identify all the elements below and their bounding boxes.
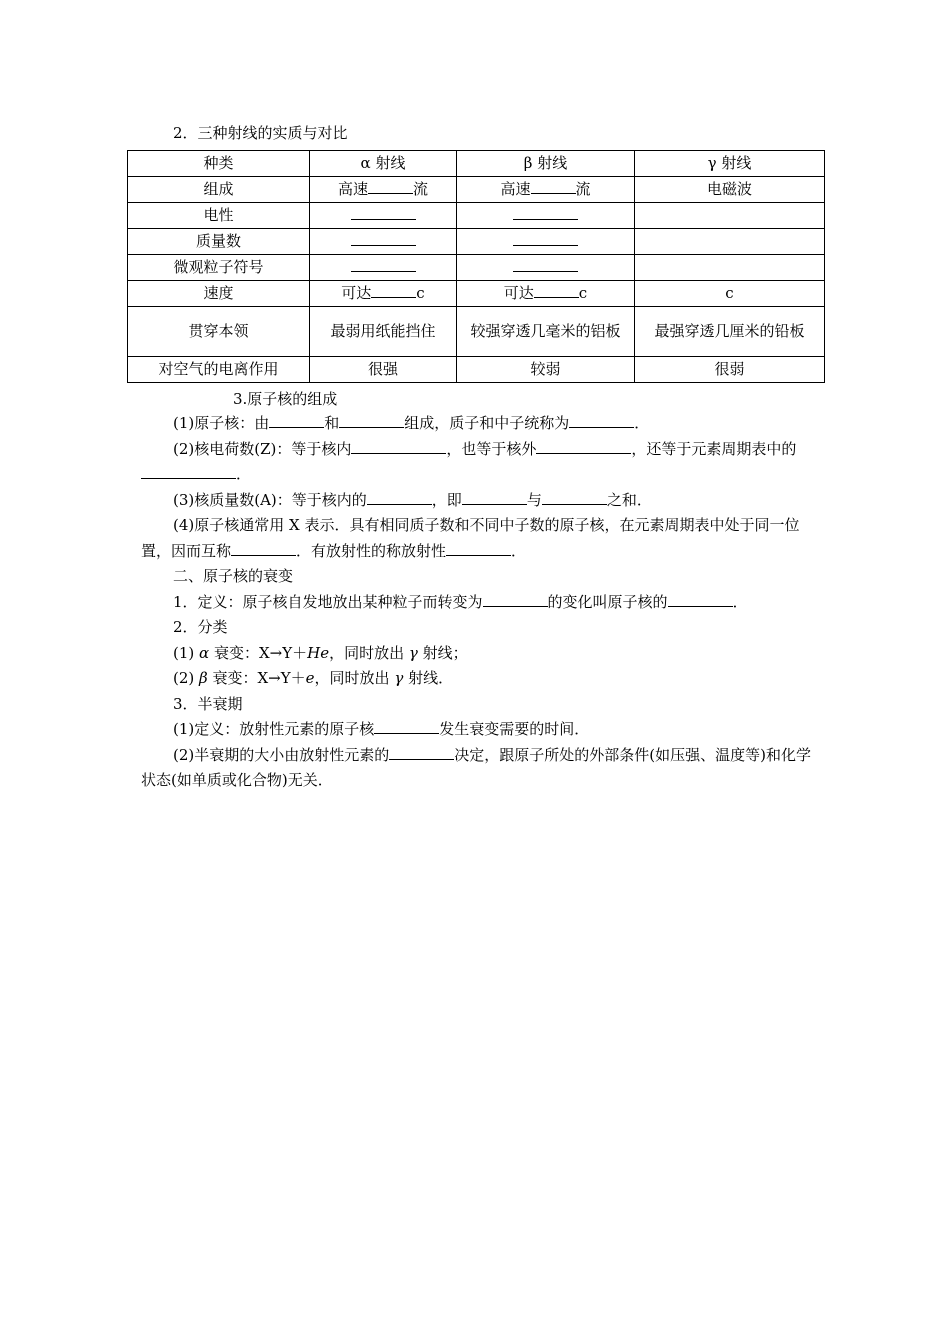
fill-blank — [374, 720, 439, 734]
row-label: 速度 — [128, 281, 310, 307]
fill-blank — [542, 491, 607, 505]
greek-symbol: α — [199, 643, 210, 662]
fill-blank — [368, 180, 413, 194]
text: ，同时放出 — [314, 669, 390, 687]
section-heading: 二、原子核的衰变 — [173, 567, 294, 585]
table-cell: c — [635, 281, 825, 307]
fill-blank — [269, 414, 324, 428]
header-cell: 种类 — [128, 151, 310, 177]
header-cell: γ 射线 — [635, 151, 825, 177]
fill-blank — [536, 440, 631, 454]
cell-text: c — [416, 284, 425, 302]
paragraph — [141, 437, 811, 488]
fill-blank — [351, 206, 416, 220]
fill-blank — [446, 542, 511, 556]
table-cell — [310, 177, 457, 203]
text: 发生衰变需要的时间． — [439, 720, 590, 738]
table-cell: 电磁波 — [635, 177, 825, 203]
table-row — [128, 203, 825, 229]
paragraph — [141, 666, 811, 692]
paragraph — [141, 411, 811, 437]
table-cell — [457, 177, 635, 203]
fill-blank — [367, 491, 432, 505]
row-label: 组成 — [128, 177, 310, 203]
text: ． — [634, 414, 650, 432]
text: (2) — [173, 669, 195, 687]
text: 与 — [526, 490, 542, 509]
header-cell: α 射线 — [310, 151, 457, 177]
table-cell: 很弱 — [635, 357, 825, 383]
text: 射线． — [408, 669, 454, 687]
header-cell: β 射线 — [457, 151, 635, 177]
section-heading: 3.原子核的组成 — [233, 390, 338, 408]
paragraph — [141, 590, 811, 616]
document-page — [141, 122, 811, 794]
cell-text: 流 — [575, 180, 591, 198]
text: 和 — [324, 414, 340, 432]
table-cell: 最强穿透几厘米的铅板 — [635, 307, 825, 357]
text: 1．定义：原子核自发地放出某种粒子而转变为 — [173, 592, 483, 611]
fill-blank — [351, 232, 416, 246]
text: ． — [511, 541, 527, 560]
text: 的变化叫原子核的 — [547, 592, 668, 611]
paragraph — [141, 717, 811, 743]
cell-text: 高速 — [500, 180, 531, 198]
row-label: 对空气的电离作用 — [128, 357, 310, 383]
cell-text: 高速 — [337, 180, 368, 198]
fill-blank — [534, 284, 579, 298]
row-label: 微观粒子符号 — [128, 255, 310, 281]
greek-symbol: γ — [408, 643, 418, 662]
fill-blank — [389, 746, 454, 760]
table-cell: 最弱用纸能挡住 — [310, 307, 457, 357]
table-cell — [310, 281, 457, 307]
table-row — [128, 255, 825, 281]
table-cell — [457, 255, 635, 281]
fill-blank — [462, 491, 527, 505]
text: ． — [732, 592, 748, 611]
text: ，即 — [431, 490, 462, 509]
fill-blank — [483, 593, 548, 607]
fill-blank — [351, 440, 446, 454]
table-row — [128, 281, 825, 307]
text: ，同时放出 — [329, 643, 405, 662]
text: ，还等于元素周期表中的 — [631, 439, 797, 458]
table-cell — [310, 229, 457, 255]
text: (1)定义：放射性元素的原子核 — [173, 720, 375, 738]
fill-blank — [513, 258, 578, 272]
text: 组成，质子和中子统称为 — [404, 414, 570, 432]
table-cell: 较弱 — [457, 357, 635, 383]
table-cell — [635, 255, 825, 281]
fill-blank — [231, 542, 296, 556]
text: (4)原子核通常用 X 表示．具有相同质子数和不同中子数的原子核，在元素周期表中处于同一位置，因而互称 — [141, 516, 800, 560]
section-heading: 2．三种射线的实质与对比 — [173, 124, 348, 142]
text: 衰变：X→Y＋ — [213, 643, 308, 662]
fill-blank — [531, 180, 576, 194]
text: (2)半衰期的大小由放射性元素的 — [173, 745, 390, 764]
cell-text: 可达 — [341, 284, 372, 302]
text: 射线； — [422, 643, 468, 662]
fill-blank — [339, 414, 404, 428]
text: 决定，跟原子所处的外部条件(如压强、温度等)和化学状态(如单质或化合物)无关． — [141, 745, 811, 789]
text: (1) — [173, 643, 195, 662]
paragraph — [141, 743, 811, 794]
table-row — [128, 229, 825, 255]
text: 之和． — [606, 490, 652, 509]
fill-blank — [569, 414, 634, 428]
paragraph — [141, 488, 811, 514]
cell-text: 流 — [413, 180, 429, 198]
paragraph — [141, 513, 811, 564]
fill-blank — [141, 465, 236, 479]
paragraph — [141, 641, 811, 667]
text: (3)核质量数(A)：等于核内的 — [173, 490, 367, 509]
table-cell — [310, 203, 457, 229]
table-cell: 较强穿透几毫米的铝板 — [457, 307, 635, 357]
fill-blank — [513, 206, 578, 220]
table-cell — [457, 203, 635, 229]
table-cell — [457, 229, 635, 255]
greek-symbol: β — [199, 669, 208, 687]
row-label: 贯穿本领 — [128, 307, 310, 357]
text: ． — [236, 465, 252, 483]
ray-comparison-table — [127, 150, 825, 383]
text: (2)核电荷数(Z)：等于核内 — [173, 439, 352, 458]
subsection-heading: 2．分类 — [173, 618, 228, 636]
table-row — [128, 307, 825, 357]
subsection-heading: 3．半衰期 — [173, 694, 243, 713]
row-label: 电性 — [128, 203, 310, 229]
table-header-row — [128, 151, 825, 177]
fill-blank — [668, 593, 733, 607]
table-cell — [635, 203, 825, 229]
fill-blank — [351, 258, 416, 272]
table-row — [128, 177, 825, 203]
table-cell — [635, 229, 825, 255]
fill-blank — [371, 284, 416, 298]
cell-text: 可达 — [503, 284, 534, 302]
text: ．有放射性的称放射性 — [296, 541, 447, 560]
electron-symbol: e — [305, 669, 315, 687]
text: (1)原子核：由 — [173, 414, 270, 432]
table-cell — [457, 281, 635, 307]
row-label: 质量数 — [128, 229, 310, 255]
greek-symbol: γ — [394, 669, 404, 687]
fill-blank — [513, 232, 578, 246]
text: 衰变：X→Y＋ — [212, 669, 306, 687]
table-row — [128, 357, 825, 383]
table-cell: 很强 — [310, 357, 457, 383]
table-cell — [310, 255, 457, 281]
text: ，也等于核外 — [446, 439, 537, 458]
helium-symbol: He — [307, 643, 330, 662]
cell-text: c — [578, 284, 588, 302]
